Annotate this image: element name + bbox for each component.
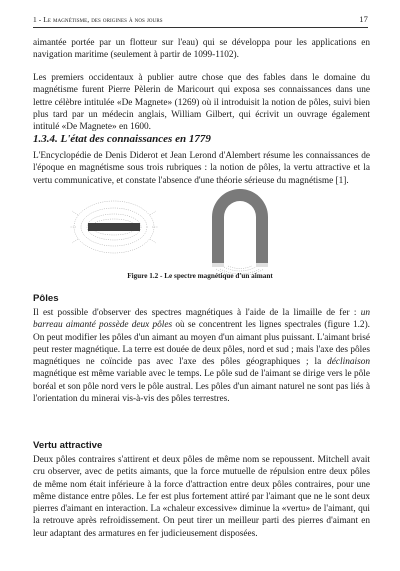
horseshoe-magnet <box>212 189 268 267</box>
figure-caption: Figure 1.2 - Le spectre magnétique d'un aimant <box>127 272 273 280</box>
subheading-attractive: Vertu attractive <box>33 440 103 451</box>
page-number: 17 <box>359 14 368 24</box>
paragraph-poles: Il est possible d'observer des spectres magnétiques à l'aide de la limaille de fer : un barreau aimanté possède deux pôles où se concentrent les lignes spectrales (figure 1.2). On peut modifier les pôles d'un aimant au moyen d'un aimant plus puissant. L'aimant brisé peut rester magnétique. La terre est douée de deux pôles, nord et sud ; mais l'axe des pôles magnétiques ne coïncide pas avec l'axe des pôles géographiques ; la déclinaison magnétique est même variable avec le temps. Le pôle sud de l'aimant se dirige vers le pôle boréal et son pôle nord vers le pôle austral. Les pôles d'un aimant naturel ne sont pas liés à l'orientation du minerai vis-à-vis des pôles terrestres. <box>33 308 370 405</box>
magnetic-spectrum-figure <box>70 187 330 275</box>
section-heading: 1.3.4. L'état des connaissances en 1779 <box>33 133 211 145</box>
paragraph-attractive: Deux pôles contraires s'attirent et deux pôles de même nom se repoussent. Mitchell avait cru observer, avec de petits aimants, que la force mutuelle de répulsion entre deux pôles de même nom était inférieure à la force d'attraction entre deux pôles contraires, pour une même distance entre pôles. Le fer est plus fortement attiré par l'aimant que ne le sont deux pierres d'aimant en interaction. La «chaleur excessive» diminue la «vertu» de l'aimant, qui la retrouve après refroidissement. On peut tirer un meilleur parti des pierres d'aimant en leur adaptant des armatures en fer judicieusement disposées. <box>33 455 370 539</box>
paragraph-intro-1: aimantée portée par un flotteur sur l'eau) qui se développa pour les applications en navigation maritime (seulement à partir de 1099-1102). <box>33 38 370 61</box>
paragraph-intro-2: Les premiers occidentaux à publier autre chose que des fables dans le domaine du magnétisme furent Pierre Pèlerin de Maricourt qui exposa ses connaissances dans une lettre célèbre intitulée «De Magnete» (1269) où il introduisit la notion de pôles, suivi bien plus tard par un médecin anglais, William Gilbert, qui écrivit un ouvrage également intitulé «De Magnete» en 1600. <box>33 73 370 133</box>
running-title: 1 - Le magnétisme, des origines à nos jours <box>33 15 163 24</box>
header-rule <box>33 27 368 28</box>
subheading-poles: Pôles <box>33 293 59 304</box>
bar-magnet <box>88 223 140 231</box>
figure-illustration <box>70 187 330 275</box>
paragraph-section: L'Encyclopédie de Denis Diderot et Jean Lerond d'Alembert résume les connaissances de l'époque en magnétisme sous trois rubriques : la notion de pôles, la vertu attractive et la vertu communicative, et constate l'absence d'une théorie sérieuse du magnétisme [1]. <box>33 151 370 186</box>
running-header <box>33 14 368 26</box>
